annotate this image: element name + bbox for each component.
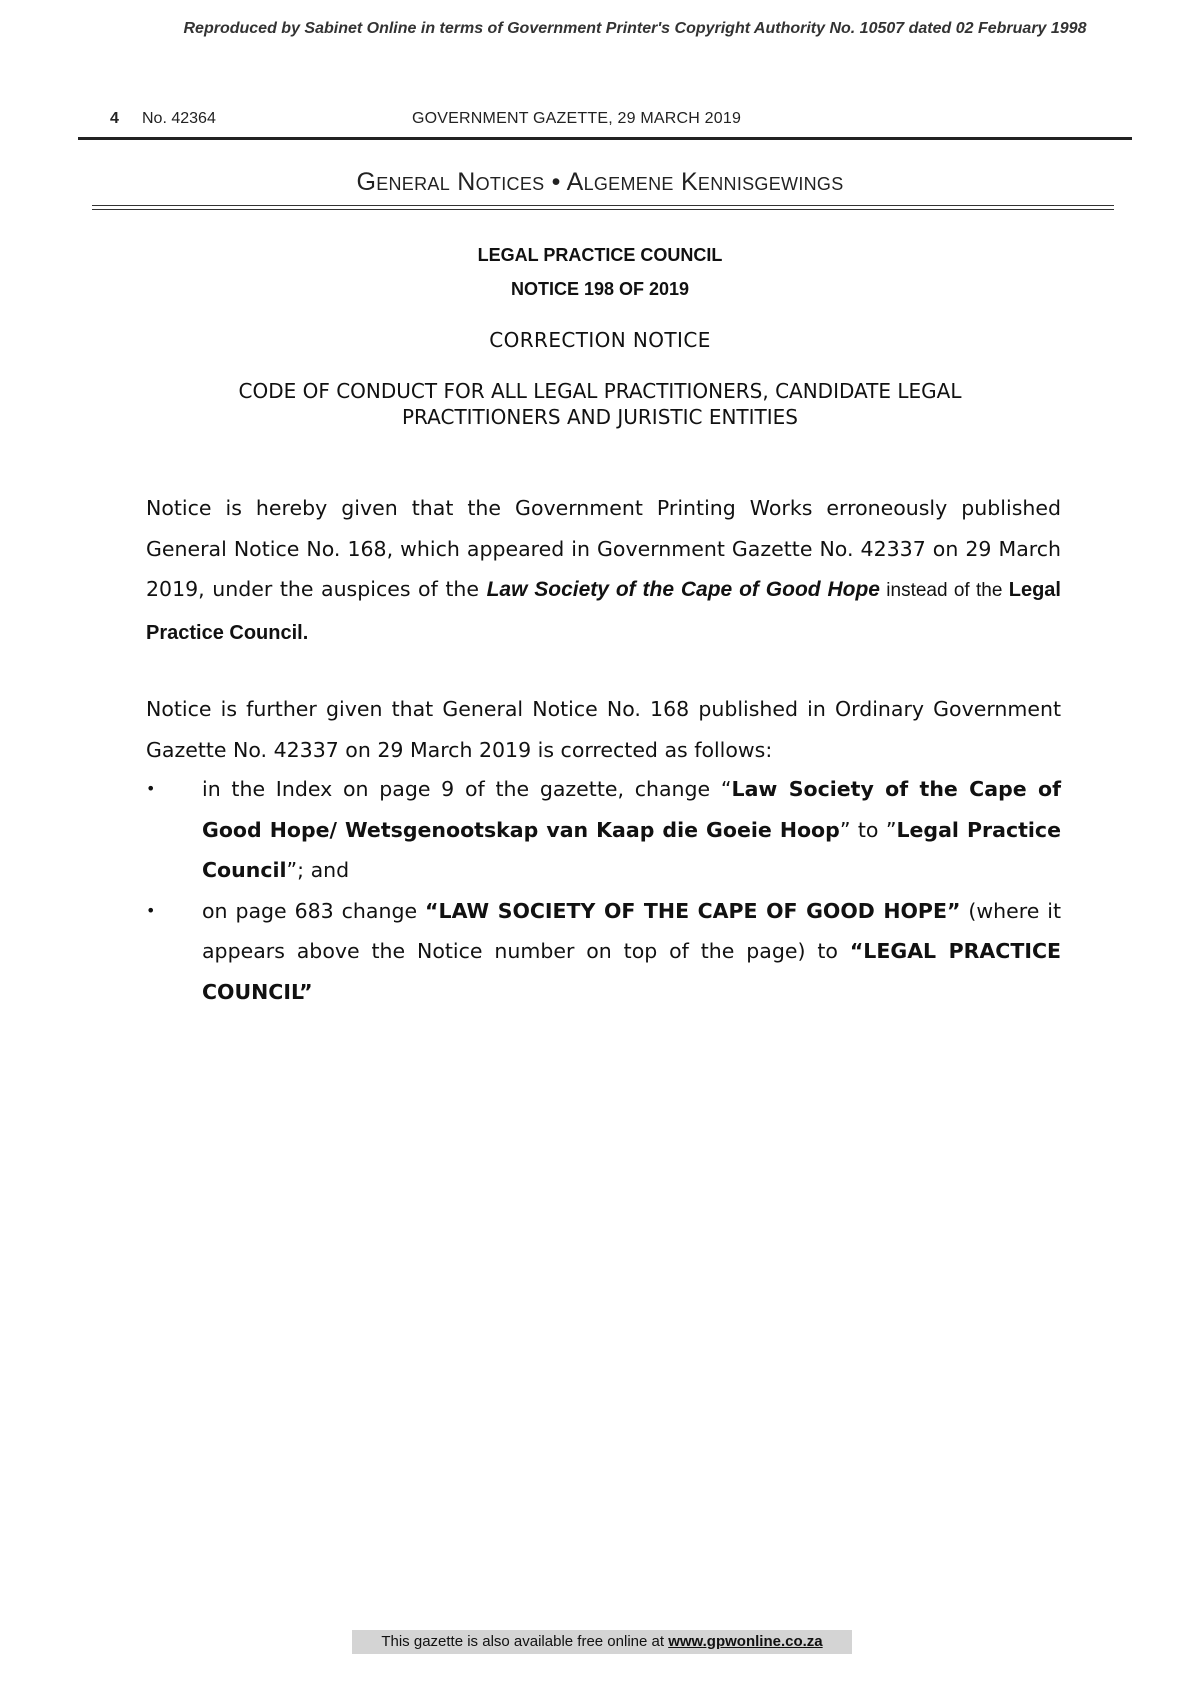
list-item-text-c: ”; and xyxy=(286,858,350,882)
list-item-bold-b: “LEGAL PRACTICE COUNCIL” xyxy=(202,939,1061,1004)
section-title: General Notices • Algemene Kennisgewings xyxy=(356,168,844,196)
notice-subject-line2: PRACTITIONERS AND JURISTIC ENTITIES xyxy=(402,405,798,429)
page-number: 4 xyxy=(110,110,119,127)
list-item-text-b: (where it appears above the Notice number on top of the page) to xyxy=(202,898,1061,963)
footer-availability xyxy=(352,1630,852,1654)
notice-subject xyxy=(150,378,1050,430)
paragraph-1-text-b: instead of the xyxy=(879,580,1009,601)
list-item-text-b: ” to ” xyxy=(839,817,897,842)
paragraph-1-text-a: Notice is hereby given that the Government Printing Works erroneously published General Notice No. 168, which appeared in Government Gazette No. 42337 on 29 March 2019, under the auspices of the xyxy=(146,496,1061,601)
footer-text: This gazette is also available free online at xyxy=(381,1633,669,1650)
notice-organisation: LEGAL PRACTICE COUNCIL xyxy=(477,245,723,265)
list-item xyxy=(146,891,1061,1013)
header-rule xyxy=(78,137,1132,140)
list-item-text-a: on page 683 change xyxy=(202,898,426,923)
gazette-title: GOVERNMENT GAZETTE, 29 MARCH 2019 xyxy=(412,110,742,127)
bullet-icon: • xyxy=(146,900,156,920)
paragraph-1 xyxy=(146,488,1061,653)
section-double-rule xyxy=(92,205,1114,210)
list-item-bold-a: Law Society of the Cape of Good Hope/ Wetsgenootskap van Kaap die Goeie Hoop xyxy=(202,777,1062,842)
notice-subject-line1: CODE OF CONDUCT FOR ALL LEGAL PRACTITIONERS, CANDIDATE LEGAL xyxy=(238,379,962,403)
paragraph-1-emphasis-b: Legal Practice Council. xyxy=(146,579,1061,644)
notice-number: NOTICE 198 OF 2019 xyxy=(510,279,690,299)
list-item-bold-a: “LAW SOCIETY OF THE CAPE OF GOOD HOPE” xyxy=(425,898,961,923)
correction-list xyxy=(146,769,1061,1012)
list-item xyxy=(146,769,1061,891)
issue-number: No. 42364 xyxy=(142,110,216,127)
paragraph-1-emphasis-a: Law Society of the Cape of Good Hope xyxy=(486,578,880,601)
notice-type: CORRECTION NOTICE xyxy=(489,328,711,352)
list-item-text-a: in the Index on page 9 of the gazette, change “ xyxy=(202,777,732,801)
paragraph-2: Notice is further given that General Notice No. 168 published in Ordinary Government Gazette No. 42337 on 29 March 2019 is corrected as follows: xyxy=(146,697,1061,762)
list-item-bold-b: Legal Practice Council xyxy=(202,817,1061,882)
bullet-icon: • xyxy=(146,779,156,798)
footer-link[interactable]: www.gpwonline.co.za xyxy=(668,1633,823,1650)
reproduction-notice: Reproduced by Sabinet Online in terms of Government Printer's Copyright Authority No. 10507 dated 02 February 1998 xyxy=(183,20,1087,37)
